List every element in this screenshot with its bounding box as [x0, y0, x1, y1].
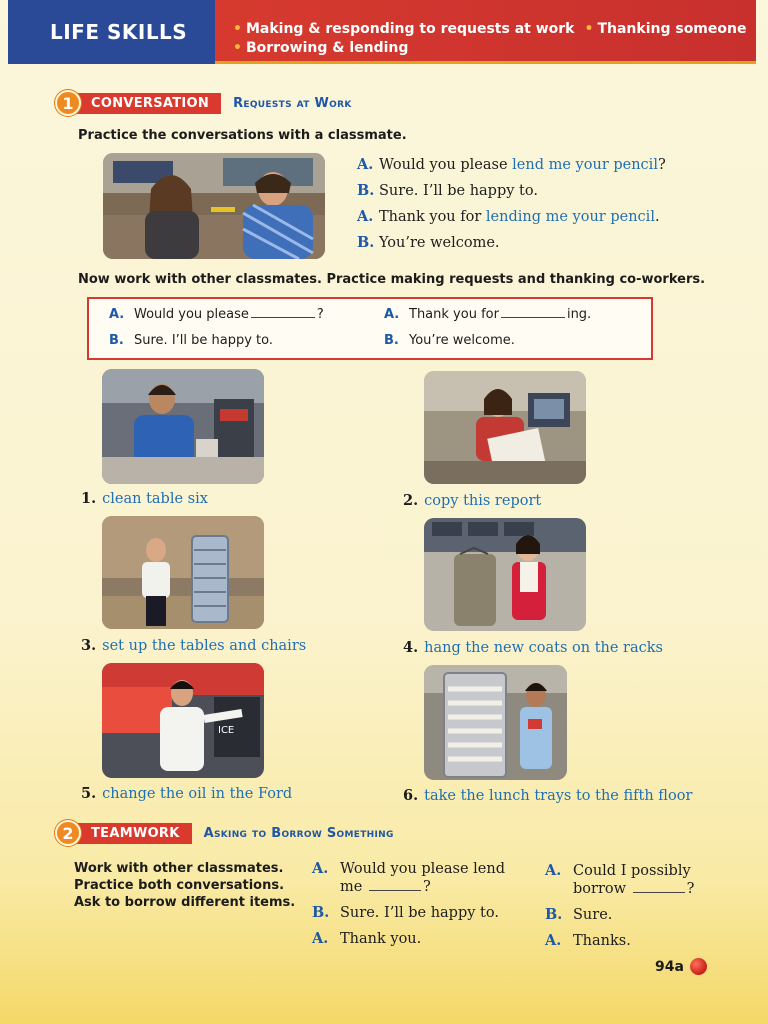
speaker-label: B.	[357, 182, 375, 199]
task-caption	[81, 490, 208, 507]
photo-hang-coats	[424, 518, 586, 631]
task-caption	[403, 492, 541, 509]
dialogue-line	[312, 930, 505, 948]
speaker-label: A.	[384, 307, 400, 322]
task-number: 1.	[81, 490, 97, 507]
dialogue-line	[312, 878, 505, 896]
dialogue-line	[545, 932, 694, 950]
teamwork-instructions	[74, 860, 295, 911]
practice-text: Thank you for	[409, 307, 499, 322]
task-caption	[403, 787, 692, 804]
dialogue-line	[357, 234, 666, 260]
section-subtitle: Asking to Borrow Something	[203, 825, 394, 841]
dialogue-line	[357, 156, 666, 182]
task-text: copy this report	[424, 493, 542, 509]
practice-box	[87, 297, 653, 360]
photo-tables-chairs	[102, 516, 264, 629]
dialogue-text: me	[340, 879, 363, 895]
conversation-dialogue	[357, 156, 666, 260]
dialogue-text: Sure.	[573, 907, 613, 923]
task-number: 6.	[403, 787, 419, 804]
task-number: 5.	[81, 785, 97, 802]
topic-item: Thanking someone	[597, 21, 747, 37]
task-text: hang the new coats on the racks	[424, 640, 663, 656]
task-text: take the lunch trays to the fifth floor	[424, 788, 693, 804]
blank-line	[633, 892, 685, 893]
dialogue-text: borrow	[573, 881, 627, 897]
speaker-label: A.	[312, 860, 329, 877]
dialogue-text: ?	[422, 879, 431, 895]
speaker-label: B.	[384, 333, 399, 348]
practice-text: Would you please	[134, 307, 249, 322]
dialogue-text: .	[654, 209, 660, 225]
practice-text: ?	[316, 307, 324, 322]
dialogue-text: You’re welcome.	[379, 235, 500, 251]
dialogue-text: ?	[686, 881, 695, 897]
dialogue-text: Thank you.	[340, 931, 422, 947]
section-number-badge: 1	[55, 90, 81, 116]
practice-text: ing.	[566, 307, 592, 322]
speaker-label: A.	[357, 208, 374, 225]
blank-line	[369, 890, 421, 891]
dialogue-text: Could I possibly	[573, 863, 691, 879]
dialogue-text: Sure. I’ll be happy to.	[379, 183, 538, 199]
instruction-2: Now work with other classmates. Practice making requests and thanking co-workers.	[78, 272, 706, 287]
speaker-label: B.	[357, 234, 375, 251]
instruction-line: Ask to borrow different items.	[74, 895, 296, 910]
speaker-label: A.	[109, 307, 125, 322]
dialogue-text: ?	[657, 157, 666, 173]
photo-lunch-trays	[424, 665, 567, 780]
task-number: 3.	[81, 637, 97, 654]
dialogue-text: Would you please lend	[340, 861, 506, 877]
photo-clean-table	[102, 369, 264, 484]
speaker-label: A.	[357, 156, 374, 173]
instruction: Practice the conversations with a classmate.	[78, 128, 407, 143]
dialogue-line	[357, 208, 666, 234]
borrow-conversation-1	[312, 860, 505, 948]
page-header	[8, 0, 756, 64]
instruction-line: Work with other classmates.	[74, 861, 284, 876]
dialogue-line	[545, 880, 694, 898]
dialogue-line	[312, 860, 505, 878]
practice-line	[384, 333, 515, 348]
practice-text: You’re welcome.	[409, 333, 515, 348]
practice-line	[109, 307, 324, 322]
task-number: 2.	[403, 492, 419, 509]
instruction-line: Practice both conversations.	[74, 878, 285, 893]
topics-banner	[215, 0, 756, 64]
page-number-text: 94a	[655, 958, 684, 975]
life-skills-banner	[8, 0, 215, 64]
task-text: change the oil in the Ford	[102, 786, 293, 802]
topics-line-1: • Making & responding to requests at work • Thanking someone	[233, 21, 747, 37]
blank-line	[501, 317, 565, 318]
conversation-photo	[103, 153, 325, 259]
topic-item: Making & responding to requests at work	[245, 21, 575, 37]
speaker-label: A.	[545, 932, 562, 949]
practice-text: Sure. I’ll be happy to.	[134, 333, 274, 348]
topics-line-2: • Borrowing & lending	[233, 40, 409, 56]
task-caption	[81, 785, 292, 802]
highlighted-phrase: lending me your pencil	[485, 209, 655, 225]
speaker-label: B.	[109, 333, 124, 348]
dialogue-line	[312, 904, 505, 922]
practice-line	[109, 333, 273, 348]
svg-text:ICE: ICE	[218, 725, 235, 736]
section-label: CONVERSATION	[73, 93, 221, 114]
dialogue-text: Thanks.	[573, 933, 631, 949]
blank-line	[251, 317, 315, 318]
speaker-label: B.	[545, 906, 563, 923]
section-number-badge: 2	[55, 820, 81, 846]
dialogue-line	[545, 862, 694, 880]
speaker-label: A.	[545, 862, 562, 879]
dialogue-text: Sure. I’ll be happy to.	[340, 905, 499, 921]
section-1-heading	[55, 90, 352, 116]
task-caption	[403, 639, 663, 656]
speaker-label: A.	[312, 930, 329, 947]
dialogue-line	[545, 906, 694, 924]
task-text: set up the tables and chairs	[102, 638, 307, 654]
section-2-heading	[55, 820, 394, 846]
dialogue-text: Would you please	[379, 157, 513, 173]
task-caption	[81, 637, 306, 654]
section-label: TEAMWORK	[73, 823, 192, 844]
topic-item: Borrowing & lending	[245, 40, 409, 56]
dialogue-text: Thank you for	[379, 209, 486, 225]
speaker-label: B.	[312, 904, 330, 921]
task-number: 4.	[403, 639, 419, 656]
borrow-conversation-2	[545, 862, 694, 950]
page-number	[655, 958, 707, 975]
task-text: clean table six	[102, 491, 208, 507]
header-title: LIFE SKILLS	[50, 20, 188, 44]
photo-change-oil	[102, 663, 264, 778]
section-subtitle: Requests at Work	[233, 95, 352, 111]
highlighted-phrase: lend me your pencil	[512, 157, 658, 173]
photo-copy-report	[424, 371, 586, 484]
practice-line	[384, 307, 591, 322]
red-dot-icon	[690, 958, 707, 975]
dialogue-line	[357, 182, 666, 208]
